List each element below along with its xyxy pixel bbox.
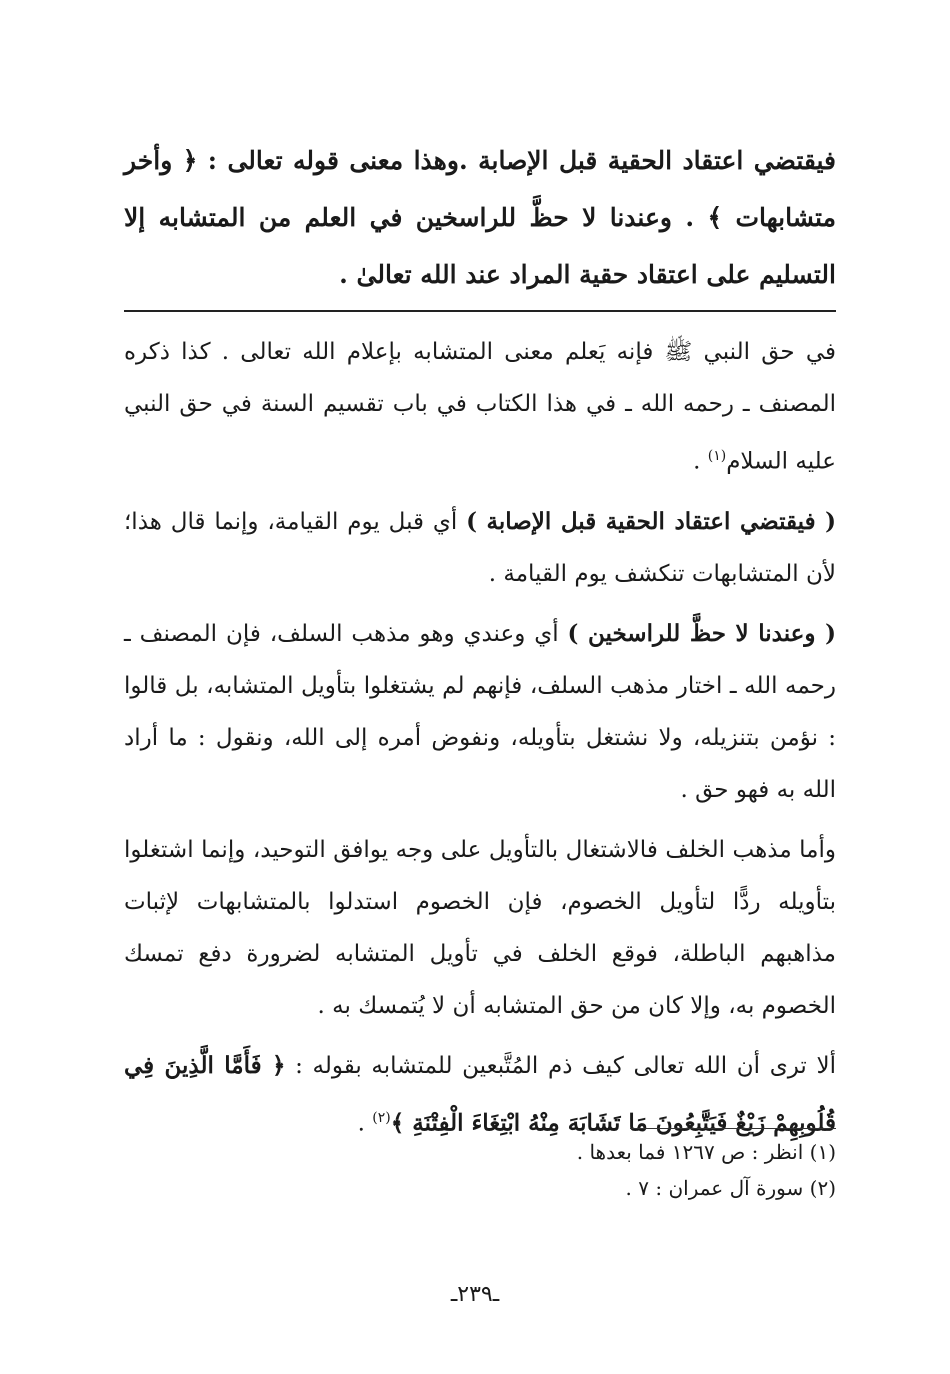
commentary-paragraph-3-text: أي وعندي وهو مذهب السلف، فإن المصنف ـ رحمه الله ـ اختار مذهب السلف، فإنهم لم يشتغلوا بتأويل المتشابه، بل قالوا : نؤمن بتنزيله، ولا نشتغل بتأويله، ونفوض أمره إلى الله، ونقول : ما أراد الله به فهو حق . — [124, 620, 836, 803]
commentary-paragraph-2 — [124, 496, 836, 600]
page-number: ـ٢٣٩ـ — [450, 1282, 500, 1307]
commentary-paragraph-5-text: ألا ترى أن الله تعالى كيف ذم المُتَّبعين للمتشابه بقوله : — [285, 1052, 836, 1079]
commentary-paragraph-2-text: أي قبل يوم القيامة، وإنما قال هذا؛ لأن المتشابهات تنكشف يوم القيامة . — [124, 508, 836, 587]
commentary-paragraph-5 — [124, 1040, 836, 1150]
quoted-matn-2: ( وعندنا لا حظَّ للراسخين ) — [567, 619, 836, 647]
quoted-matn-1: ( فيقتضي اعتقاد الحقية قبل الإصابة ) — [466, 507, 837, 535]
commentary — [124, 326, 836, 1157]
matn-text: فيقتضي اعتقاد الحقية قبل الإصابة .وهذا معنى قوله تعالى : ﴿ وأخر متشابهات ﴾ . وعندنا لا حظَّ للراسخين في العلم من المتشابه إلا التسليم على اعتقاد حقية المراد عند الله تعالىٰ . — [124, 146, 836, 289]
commentary-paragraph-1-end: . — [693, 448, 708, 475]
footnote-ref-2[interactable]: (٢) — [372, 1109, 391, 1126]
footnote-1: (١) انظر : ص ١٢٦٧ فما بعدها . — [576, 1140, 836, 1164]
commentary-paragraph-3 — [124, 608, 836, 816]
quran-verse: ﴿ فَأَمَّا الَّذِينَ فِي قُلُوبِهِمْ زَيْغٌ فَيَتَّبِعُونَ مَا تَشَابَهَ مِنْهُ ابْتِغَاءَ الْفِتْنَةِ ﴾ — [124, 1051, 836, 1137]
commentary-paragraph-4: وأما مذهب الخلف فالاشتغال بالتأويل على وجه يوافق التوحيد، وإنما اشتغلوا بتأويله ردًّا لتأويل الخصوم، فإن الخصوم استدلوا بالمتشابهات لإثبات مذاهبهم الباطلة، فوقع الخلف في تأويل المتشابه لضرورة دفع تمسك الخصوم به، وإلا كان من حق المتشابه أن لا يُتمسك به . — [124, 836, 836, 1019]
commentary-paragraph-1 — [124, 326, 836, 488]
footnote-2: (٢) سورة آل عمران : ٧ . — [625, 1176, 836, 1200]
footnote-divider — [630, 1128, 836, 1129]
main-divider — [124, 310, 836, 312]
commentary-paragraph-1-text: في حق النبي ﷺ فإنه يَعلم معنى المتشابه بإعلام الله تعالى . كذا ذكره المصنف ـ رحمه الله ـ في هذا الكتاب في باب تقسيم السنة في حق النبي عليه السلام — [124, 339, 836, 475]
footnote-ref-1[interactable]: (١) — [707, 448, 727, 464]
commentary-paragraph-5-end: . — [357, 1110, 373, 1137]
footnotes — [124, 1134, 836, 1206]
